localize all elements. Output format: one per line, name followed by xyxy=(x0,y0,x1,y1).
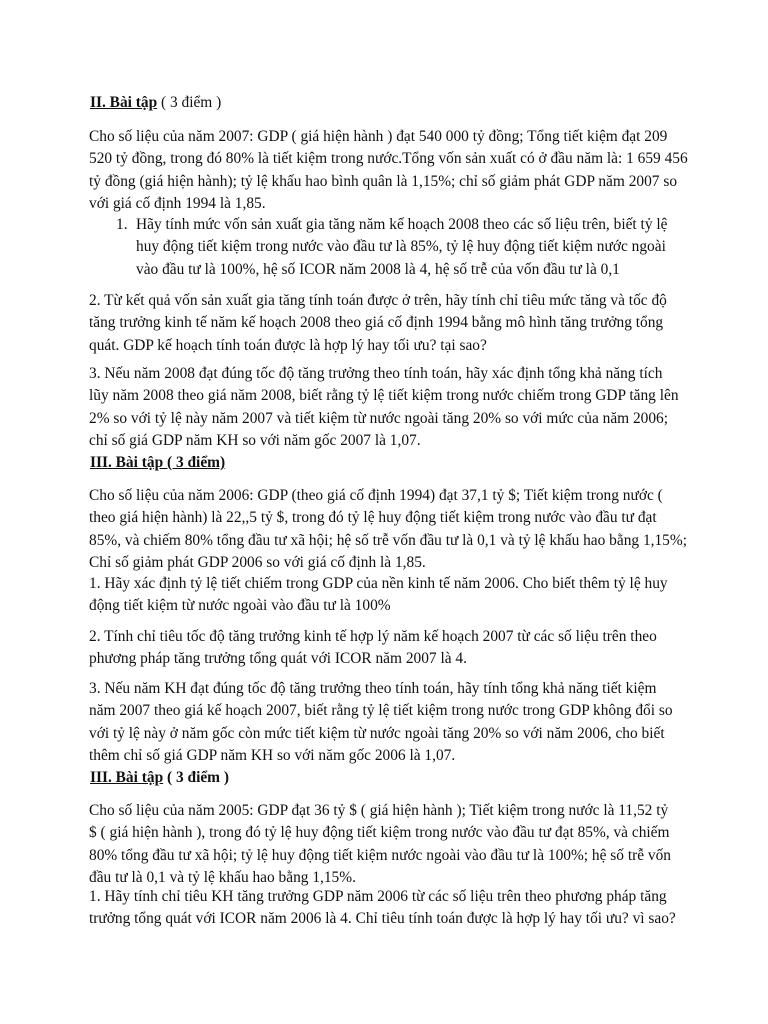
text-line: tăng trưởng kinh tế năm kế hoạch 2008 theo giá cố định 1994 bằng mô hình tăng trưởng tổng xyxy=(89,314,664,332)
section-iii-a-question-1 xyxy=(89,573,721,618)
text-line: theo giá hiện hành) là 22,,5 tỷ $, trong đó tỷ lệ huy động tiết kiệm trong nước vào đầu tư đạt xyxy=(89,509,657,527)
text-line: huy động tiết kiệm trong nước vào đầu tư là 85%, tỷ lệ huy động tiết kiệm nước ngoài xyxy=(136,238,666,256)
list-number: 1. xyxy=(116,216,128,233)
section-heading-ii xyxy=(90,92,720,114)
text-line: năm 2007 theo giá kế hoạch 2007, biết rằng tỷ lệ tiết kiệm trong nước trong GDP không đổi so xyxy=(89,702,673,720)
text-line: 80% tổng đầu tư xã hội; tỷ lệ huy động tiết kiệm nước ngoài vào đầu tư là 100%; hệ số trễ vốn xyxy=(89,846,671,864)
text-line: phương pháp tăng trưởng tổng quát với ICOR năm 2007 là 4. xyxy=(89,650,467,668)
text-line: Cho số liệu của năm 2007: GDP ( giá hiện hành ) đạt 540 000 tỷ đồng; Tổng tiết kiệm đạt 209 xyxy=(89,128,668,145)
text-line: Cho số liệu của năm 2005: GDP đạt 36 tỷ $ ( giá hiện hành ); Tiết kiệm trong nước là 11,52 tỷ xyxy=(89,802,669,819)
section-iii-b-question-1 xyxy=(89,886,721,931)
section-ii-question-3 xyxy=(89,363,721,452)
section-iii-a-question-3 xyxy=(89,678,721,767)
text-line: 3. Nếu năm KH đạt đúng tốc độ tăng trưởng theo tính toán, hãy tính tổng khả năng tiết kiệm xyxy=(89,680,657,697)
text-line: trưởng tổng quát với ICOR năm 2006 là 4. Chỉ tiêu tính toán được là hợp lý hay tối ưu? vì sao? xyxy=(89,910,676,928)
text-line: với tỷ lệ này ở năm gốc còn mức tiết kiệm từ nước ngoài tăng 20% so với năm 2006, cho biết xyxy=(89,724,665,742)
text-line: 2. Từ kết quả vốn sản xuất gia tăng tính toán được ở trên, hãy tính chỉ tiêu mức tăng và tốc độ xyxy=(89,292,667,309)
text-line: 2% so với tỷ lệ này năm 2007 và tiết kiệm từ nước ngoài tăng 20% so với mức của năm 2006; xyxy=(89,409,669,427)
section-ii-question-1 xyxy=(116,214,716,281)
text-line: Chỉ số giảm phát GDP 2006 so với giá cố định là 1,85. xyxy=(89,553,426,571)
text-line: động tiết kiệm từ nước ngoài vào đầu tư là 100% xyxy=(89,597,391,615)
section-heading-text: II. Bài tập xyxy=(90,94,158,111)
section-points: ( 3 điểm ) xyxy=(163,769,229,786)
text-line: 3. Nếu năm 2008 đạt đúng tốc độ tăng trưởng theo tính toán, hãy xác định tổng khả năng tích xyxy=(89,365,663,382)
text-line: lũy năm 2008 theo giá năm 2008, biết rằng tỷ lệ tiết kiệm trong nước chiếm trong GDP tăng lên xyxy=(89,387,679,405)
text-line: 85%, và chiếm 80% tổng đầu tư xã hội; hệ số trễ vốn đầu tư là 0,1 và tỷ lệ khấu hao bằng 1,15%; xyxy=(89,531,687,549)
section-heading-text: III. Bài tập ( 3 điểm) xyxy=(90,454,226,471)
text-line: Hãy tính mức vốn sản xuất gia tăng năm kế hoạch 2008 theo các số liệu trên, biết tỷ lệ xyxy=(136,216,668,233)
text-line: đầu tư là 0,1 và tỷ lệ khấu hao bằng 1,15%. xyxy=(89,868,356,886)
text-line: quát. GDP kế hoạch tính toán được là hợp lý hay tối ưu? tại sao? xyxy=(89,336,487,354)
text-line: vào đầu tư là 100%, hệ số ICOR năm 2008 là 4, hệ số trễ của vốn đầu tư là 0,1 xyxy=(136,260,620,278)
text-line: 1. Hãy tính chỉ tiêu KH tăng trưởng GDP năm 2006 từ các số liệu trên theo phương pháp tăng xyxy=(89,888,667,905)
text-line: 520 tỷ đồng, trong đó 80% là tiết kiệm trong nước.Tổng vốn sản xuất có ở đầu năm là: 1 659 456 xyxy=(89,150,688,168)
text-line: chỉ số giá GDP năm KH so với năm gốc 2007 là 1,07. xyxy=(89,431,421,449)
text-line: với giá cố định 1994 là 1,85. xyxy=(89,194,266,212)
text-line: tỷ đồng (giá hiện hành); tỷ lệ khấu hao bình quân là 1,15%; chỉ số giảm phát GDP năm 2007 so xyxy=(89,172,678,190)
text-line: 1. Hãy xác định tỷ lệ tiết chiếm trong GDP của nền kinh tế năm 2006. Cho biết thêm tỷ lệ huy xyxy=(89,575,668,592)
text-line: Cho số liệu của năm 2006: GDP (theo giá cố định 1994) đạt 37,1 tỷ $; Tiết kiệm trong nước ( xyxy=(89,487,663,504)
section-heading-iii-b xyxy=(90,767,720,789)
section-heading-iii-a xyxy=(90,452,720,474)
text-line: 2. Tính chỉ tiêu tốc độ tăng trưởng kinh tế hợp lý năm kế hoạch 2007 từ các số liệu trên theo xyxy=(89,628,657,645)
section-iii-a-intro xyxy=(89,485,721,574)
section-ii-question-2 xyxy=(89,290,721,357)
section-heading-text: III. Bài tập xyxy=(90,769,164,786)
section-points: ( 3 điểm ) xyxy=(157,94,222,111)
section-ii-intro xyxy=(89,126,721,215)
section-iii-a-question-2 xyxy=(89,626,721,671)
section-iii-b-intro xyxy=(89,800,721,889)
text-line: thêm chỉ số giá GDP năm KH so với năm gốc 2006 là 1,07. xyxy=(89,746,456,764)
text-line: $ ( giá hiện hành ), trong đó tỷ lệ huy động tiết kiệm trong nước vào đầu tư đạt 85%, và chiếm xyxy=(89,824,670,842)
